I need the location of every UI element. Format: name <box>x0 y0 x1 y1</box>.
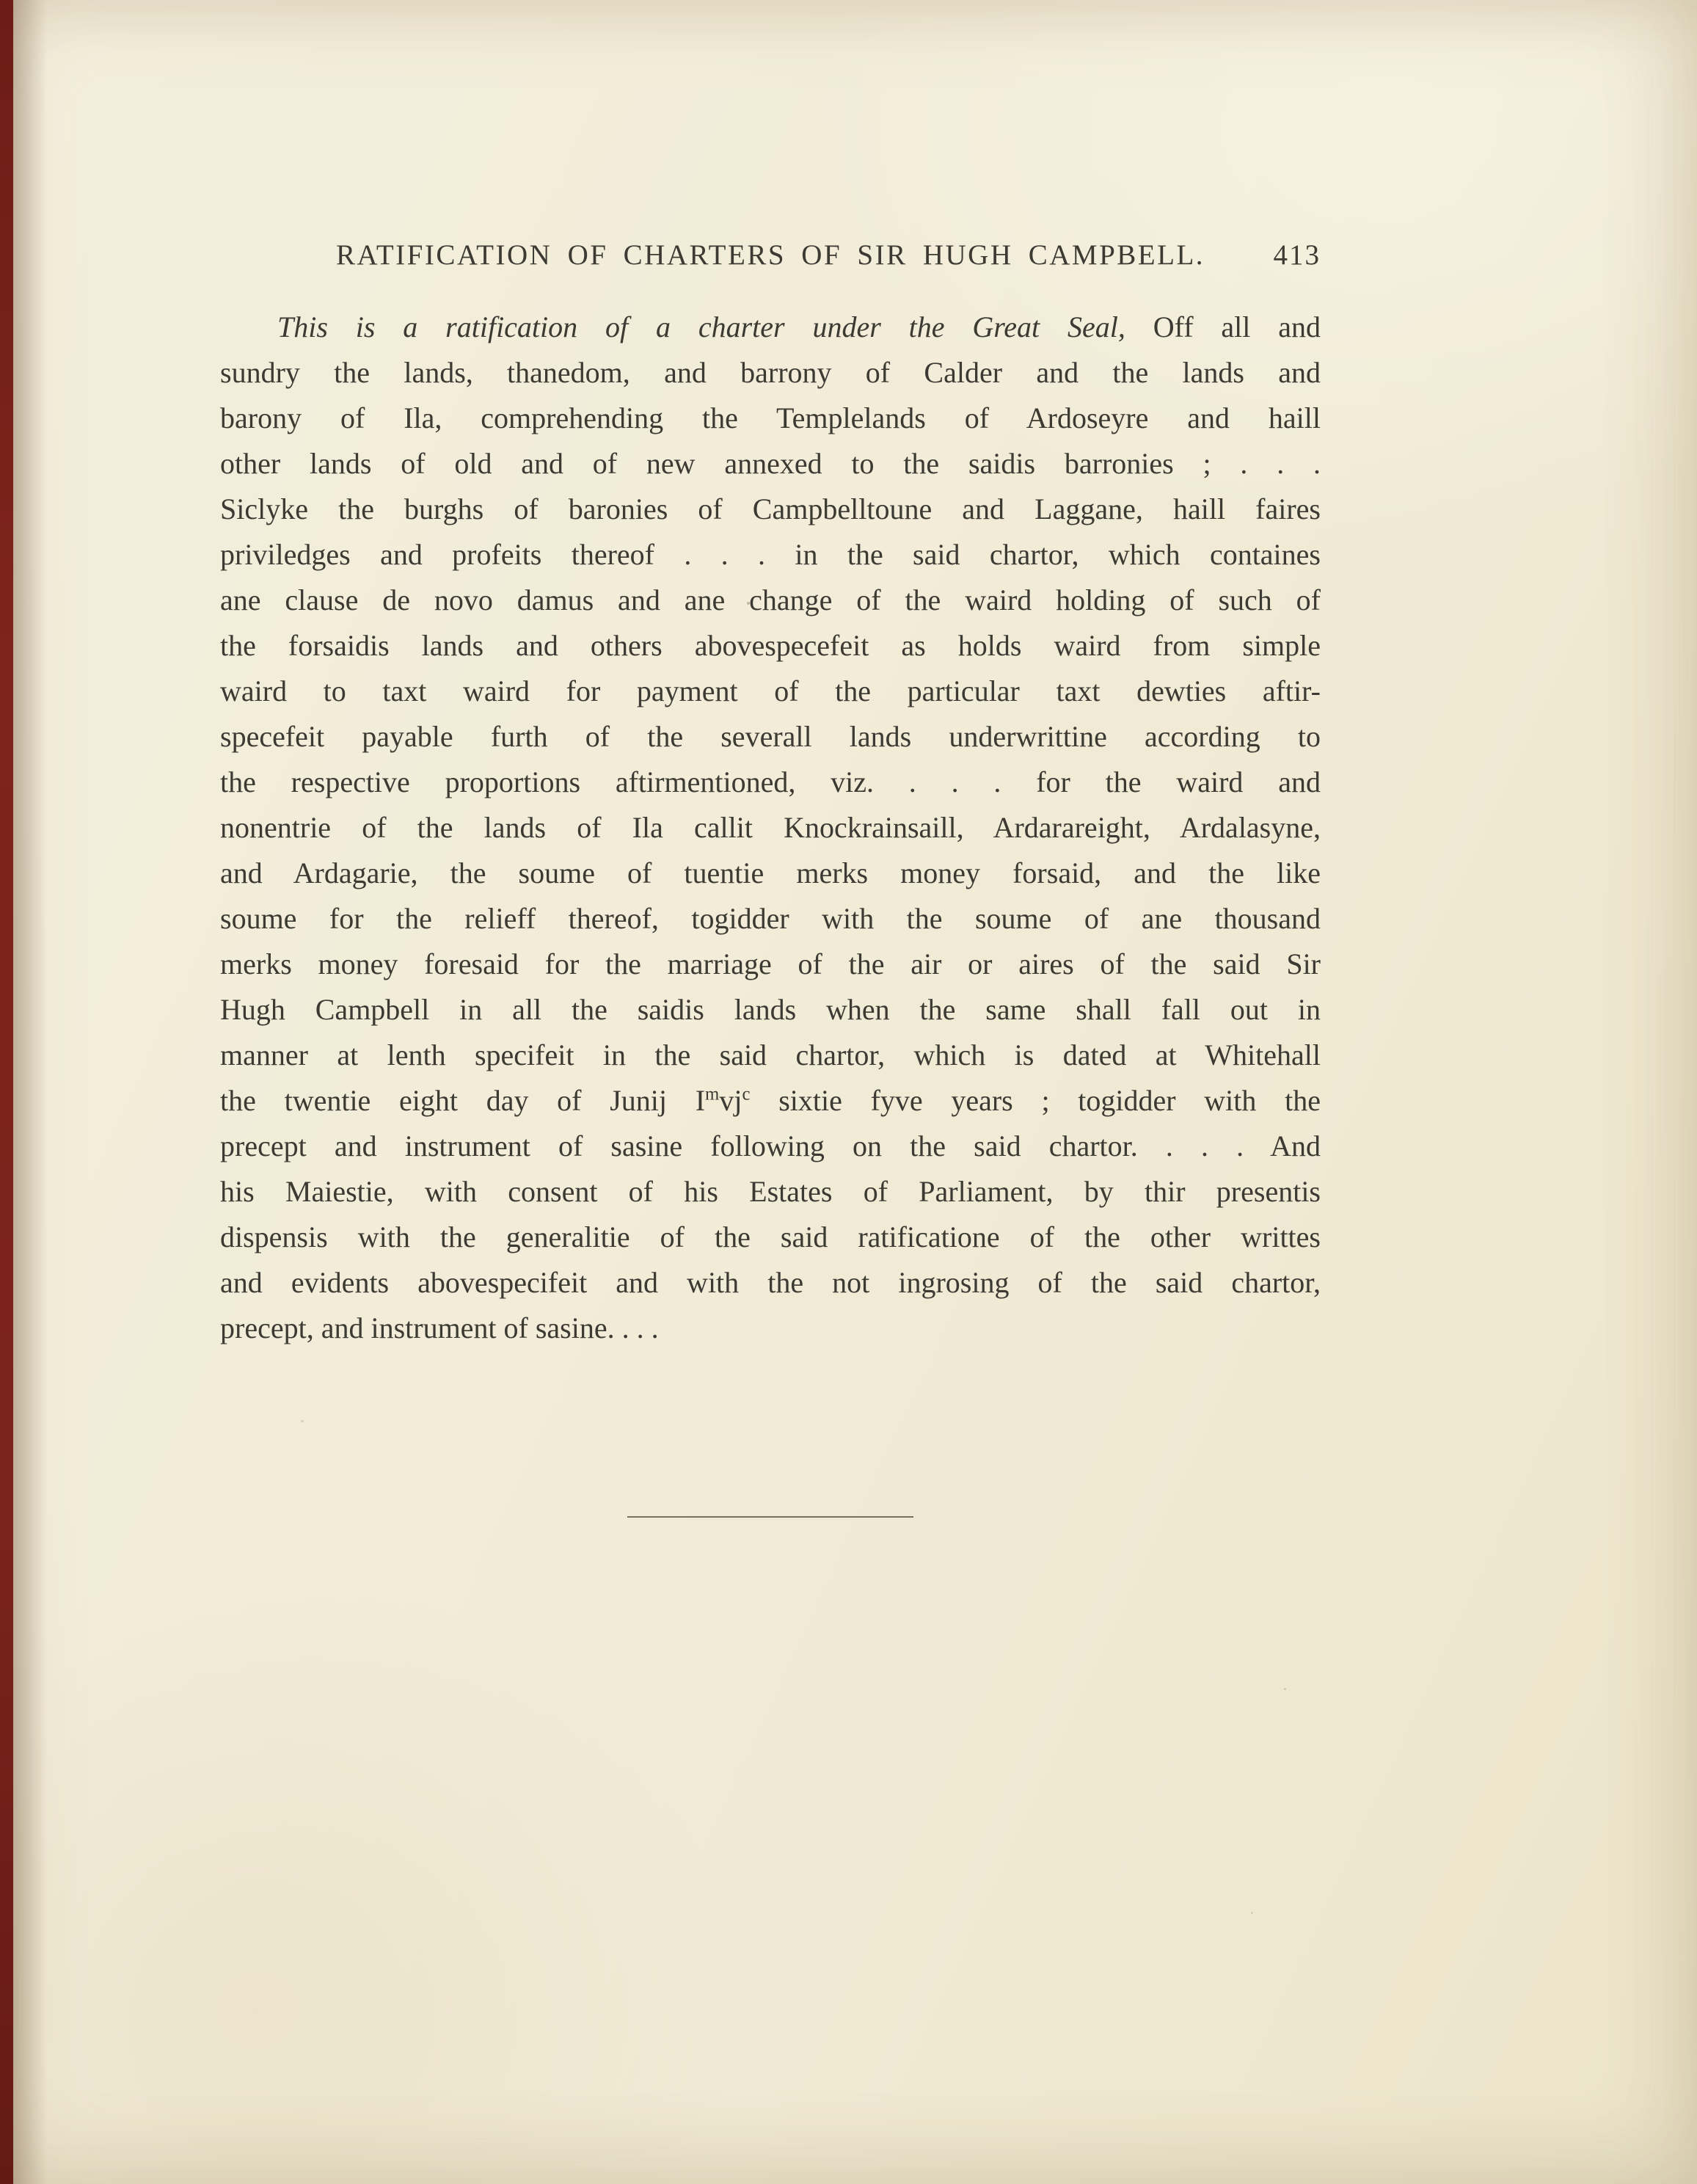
text-segment: sundry the lands, thanedom, and barrony of Calder and the lands and <box>220 356 1321 389</box>
text-segment: sixtie fyve years ; togidder with the <box>750 1084 1321 1117</box>
paper-speck <box>1251 1912 1253 1914</box>
text-line <box>220 1169 1321 1215</box>
text-segment: and Ardagarie, the soume of tuentie merks money forsaid, and the like <box>220 856 1321 889</box>
superscript-text-segment: c <box>742 1084 751 1104</box>
text-segment: priviledges and profeits thereof . . . in the said chartor, which containes <box>220 538 1321 571</box>
running-header-title: RATIFICATION OF CHARTERS OF SIR HUGH CAMPBELL. <box>335 239 1205 271</box>
paper-speck <box>1284 1688 1286 1690</box>
text-segment: and evidents abovespecifeit and with the not ingrosing of the said chartor, <box>220 1266 1321 1299</box>
text-line <box>220 1306 1321 1351</box>
text-line <box>220 760 1321 805</box>
text-line <box>220 623 1321 669</box>
text-segment: precept, and instrument of sasine. . . . <box>220 1311 659 1344</box>
text-segment: the respective proportions aftirmentioned, viz. . . . for the waird and <box>220 765 1321 798</box>
text-line <box>220 396 1321 441</box>
text-segment: other lands of old and of new annexed to the saidis barronies ; . . . <box>220 447 1321 480</box>
superscript-text-segment: m <box>705 1084 720 1104</box>
paper-speck <box>301 1420 304 1422</box>
text-line <box>220 1033 1321 1078</box>
text-segment: the twentie eight day of Junij I <box>220 1084 706 1117</box>
text-line <box>220 305 1321 350</box>
text-segment: barony of Ila, comprehending the Templelands of Ardoseyre and haill <box>220 401 1321 434</box>
text-line <box>220 942 1321 987</box>
text-line <box>220 805 1321 851</box>
text-line <box>220 532 1321 578</box>
text-line <box>220 441 1321 487</box>
running-header <box>220 239 1321 272</box>
text-line <box>220 1124 1321 1169</box>
text-line <box>220 350 1321 396</box>
text-segment: merks money foresaid for the marriage of the air or aires of the said Sir <box>220 947 1321 980</box>
body-text <box>220 305 1321 1351</box>
section-divider <box>627 1516 913 1518</box>
text-segment: his Maiestie, with consent of his Estates of Parliament, by thir presentis <box>220 1175 1321 1208</box>
text-line <box>220 1260 1321 1306</box>
text-segment: soume for the relieff thereof, togidder with the soume of ane thousand <box>220 902 1321 935</box>
text-line <box>220 1215 1321 1260</box>
text-segment: specefeit payable furth of the severall lands underwrittine according to <box>220 720 1321 753</box>
text-segment: waird to taxt waird for payment of the particular taxt dewties aftir- <box>220 674 1321 707</box>
text-line <box>220 851 1321 896</box>
text-segment: Siclyke the burghs of baronies of Campbelltoune and Laggane, haill faires <box>220 492 1321 525</box>
paper-speck <box>747 602 750 605</box>
italic-text-segment: This is a ratification of a charter under the Great Seal, <box>277 310 1125 343</box>
text-line <box>220 987 1321 1033</box>
text-segment: ane clause de novo damus and ane change of the waird holding of such of <box>220 583 1321 616</box>
text-line <box>220 578 1321 623</box>
text-segment: the forsaidis lands and others abovespecefeit as holds waird from simple <box>220 629 1321 662</box>
text-segment: Hugh Campbell in all the saidis lands when the same shall fall out in <box>220 993 1321 1026</box>
text-line <box>220 714 1321 760</box>
book-spine-edge <box>0 0 13 2184</box>
text-segment: manner at lenth specifeit in the said chartor, which is dated at Whitehall <box>220 1038 1321 1071</box>
book-spine-shadow <box>13 0 47 2184</box>
text-segment: precept and instrument of sasine following on the said chartor. . . . And <box>220 1129 1321 1162</box>
text-line <box>220 896 1321 942</box>
text-line <box>220 1078 1321 1124</box>
text-line <box>220 487 1321 532</box>
page-number: 413 <box>1273 239 1321 271</box>
text-segment: Off all and <box>1125 310 1321 343</box>
text-line <box>220 669 1321 714</box>
text-segment: dispensis with the generalitie of the said ratificatione of the other writtes <box>220 1220 1321 1253</box>
text-segment: vj <box>719 1084 742 1117</box>
text-segment: nonentrie of the lands of Ila callit Knockrainsaill, Ardarareight, Ardalasyne, <box>220 811 1321 844</box>
